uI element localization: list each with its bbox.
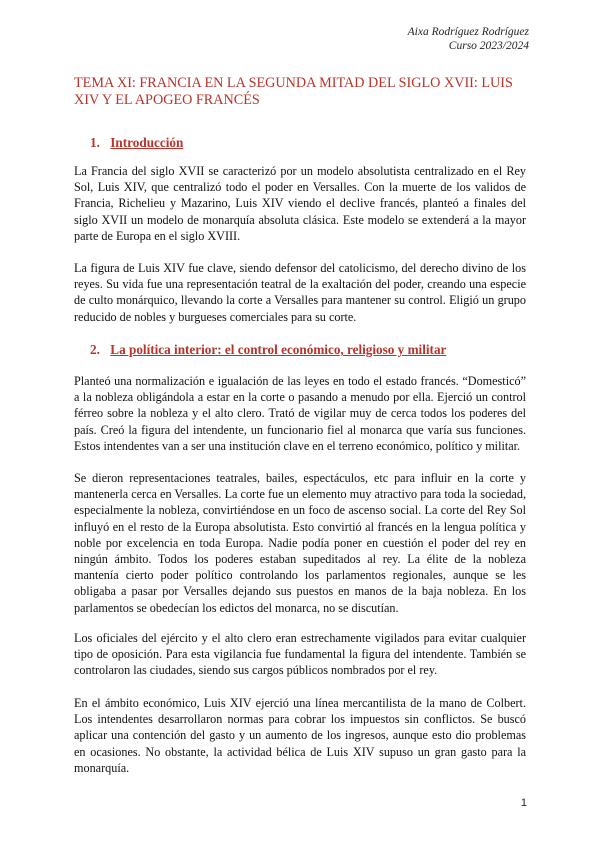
paragraph: En el ámbito económico, Luis XIV ejerció una línea mercantilista de la mano de Colbert. Los intendentes desarrollaron normas para cobrar los impuestos sin conflictos. Se buscó aplicar una contención del gasto y un aumento de los ingresos, aunque esto dio problemas en ocasiones. No obstante, la actividad bélica de Luis XIV supuso un gran gasto para la monarquía. <box>74 696 526 775</box>
section-heading-introduccion <box>90 135 183 151</box>
page-number: 1 <box>520 797 527 809</box>
section-title: Introducción <box>110 135 184 150</box>
header-author: Aixa Rodríguez Rodríguez <box>407 26 529 38</box>
paragraph: La Francia del siglo XVII se caracterizó por un modelo absolutista centralizado en el Rey Sol, Luis XIV, que centralizó todo el poder en Versalles. Con la muerte de los validos de Francia, Richelieu y Mazarino, Luis XIV viendo el declive francés, planteó a finales del siglo XVII un modelo de monarquía absoluta clásica. Este modelo se extenderá a la mayor parte de Europa en el siglo XVIII. <box>74 164 526 243</box>
paragraph: La figura de Luis XIV fue clave, siendo defensor del catolicismo, del derecho divino de los reyes. Su vida fue una representación teatral de la exaltación del poder, creando una especie de culto monárquico, llevando la corte a Versalles para mantener su control. Eligió un grupo reducido de nobles y burgueses comerciales para su corte. <box>74 261 526 324</box>
paragraph: Los oficiales del ejército y el alto clero eran estrechamente vigilados para evitar cualquier tipo de oposición. Para esta vigilancia fue fundamental la figura del intendente. También se controlaron las ciudades, siendo sus cargos públicos nombrados por el rey. <box>74 631 526 678</box>
paragraph: Se dieron representaciones teatrales, bailes, espectáculos, etc para influir en la corte y mantenerla cerca en Versalles. La corte fue un elemento muy atractivo para toda la sociedad, especialmente la nobleza, convirtiéndose en un foco de ascenso social. La corte del Rey Sol influyó en el resto de la Europa absolutista. Esto convirtió al francés en la lengua política y noble por excelencia en toda Europa. Nadie podía poner en cuestión el poder del rey en ningún ámbito. Todos los poderes estaban supeditados al rey. La élite de la nobleza mantenía cierto poder político controlando los parlamentos regionales, aunque se les obligaba a pasar por Versalles dejando sus puestos en manos de la baja nobleza. En los parlamentos se obedecían los edictos del monarca, no se discutían. <box>74 471 526 615</box>
paragraph: Planteó una normalización e igualación de las leyes en todo el estado francés. “Domesticó” a la nobleza obligándola a estar en la corte o pasando a menudo por ella. Ejerció un control férreo sobre la nobleza y el alto clero. Trató de vigilar muy de cerca todos los poderes del país. Creó la figura del intendente, un funcionario fiel al monarca que varía sus funciones. Estos intendentes van a ser una institución clave en el terreno económico, político y militar. <box>74 374 526 453</box>
page-header <box>408 25 529 53</box>
section-number: 2. <box>90 342 100 357</box>
document-title: TEMA XI: FRANCIA EN LA SEGUNDA MITAD DEL SIGLO XVII: LUIS XIV Y EL APOGEO FRANCÉS <box>74 75 513 108</box>
section-heading-politica-interior <box>90 342 446 358</box>
section-title: La política interior: el control económico, religioso y militar <box>110 342 447 357</box>
section-number: 1. <box>90 135 100 150</box>
header-course: Curso 2023/2024 <box>448 40 529 52</box>
